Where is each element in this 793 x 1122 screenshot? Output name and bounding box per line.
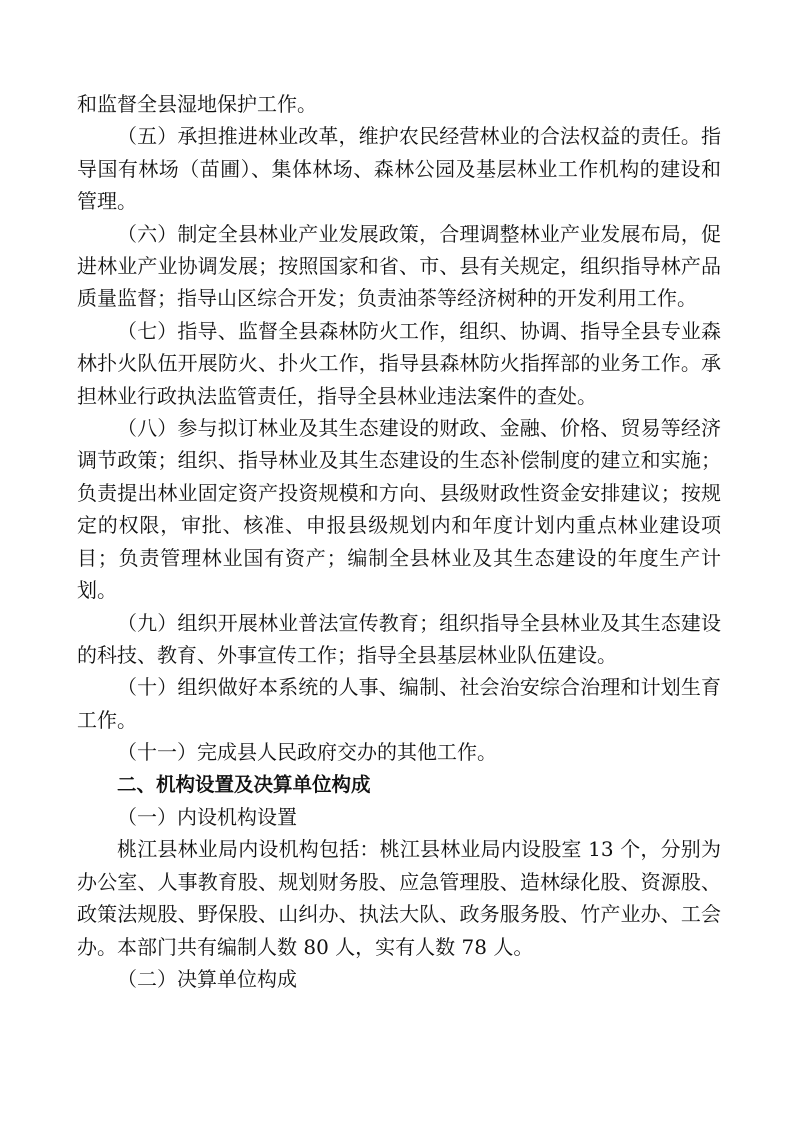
paragraph-item-11: （十一）完成县人民政府交办的其他工作。 <box>117 740 497 765</box>
subheading-internal-structure: （一）内设机构设置 <box>117 804 297 829</box>
subheading-budget-units: （二）决算单位构成 <box>117 966 297 991</box>
paragraph-item-10: （十）组织做好本系统的人事、编制、社会治安综合治理和计划生育工作。 <box>77 675 721 732</box>
paragraph-item-6: （六）制定全县林业产业发展政策，合理调整林业产业发展布局，促进林业产业协调发展；按照国家和省、市、县有关规定，组织指导林产品质量监督；指导山区综合开发；负责油茶等经济树种的开发利用工作。 <box>77 221 721 311</box>
paragraph-item-7: （七）指导、监督全县森林防火工作，组织、协调、指导全县专业森林扑火队伍开展防火、扑火工作，指导县森林防火指挥部的业务工作。承担林业行政执法监管责任，指导全县林业违法案件的查处。 <box>77 318 721 408</box>
paragraph-item-8: （八）参与拟订林业及其生态建设的财政、金融、价格、贸易等经济调节政策；组织、指导林业及其生态建设的生态补偿制度的建立和实施；负责提出林业固定资产投资规模和方向、县级财政性资金安排建议；按规定的权限，审批、核准、申报县级规划内和年度计划内重点林业建设项目；负责管理林业国有资产；编制全县林业及其生态建设的年度生产计划。 <box>77 416 721 603</box>
document-page <box>77 88 721 995</box>
paragraph-item-5: （五）承担推进林业改革，维护农民经营林业的合法权益的责任。指导国有林场（苗圃）、集体林场、森林公园及基层林业工作机构的建设和管理。 <box>77 124 721 214</box>
section-heading: 二、机构设置及决算单位构成 <box>117 772 371 796</box>
paragraph-item-9: （九）组织开展林业普法宣传教育；组织指导全县林业及其生态建设的科技、教育、外事宣传工作；指导全县基层林业队伍建设。 <box>77 610 721 667</box>
paragraph-continuation: 和监督全县湿地保护工作。 <box>77 92 317 116</box>
paragraph-internal-structure: 桃江县林业局内设机构包括：桃江县林业局内设股室 13 个，分别为办公室、人事教育股、规划财务股、应急管理股、造林绿化股、资源股、政策法规股、野保股、山纠办、执法大队、政务服务股、竹产业办、工会办。本部门共有编制人数 80 人，实有人数 78 人。 <box>77 837 721 959</box>
